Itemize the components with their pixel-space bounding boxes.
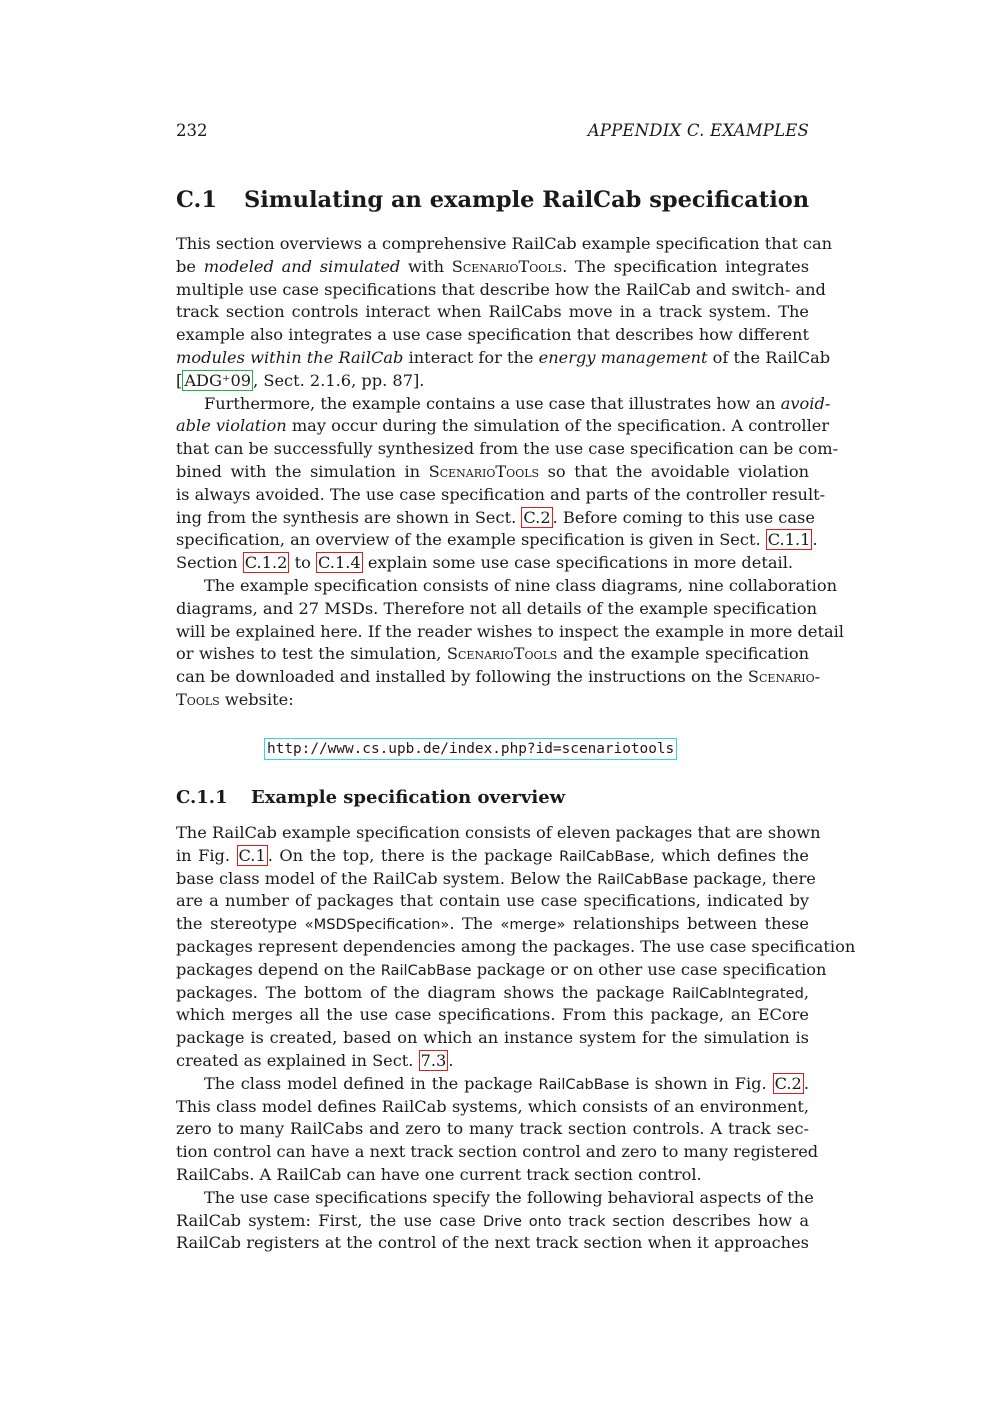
text-line: is always avoided. The use case specification and parts of the controller result- [176, 484, 826, 504]
model-element: RailCabBase [597, 870, 689, 888]
chapter-heading: APPENDIX C. EXAMPLES [587, 121, 809, 140]
section-ref-link[interactable]: C.1.4 [317, 553, 361, 573]
text-line: This class model defines RailCab systems, which consists of an environment, [176, 1096, 809, 1116]
subsection-number: C.1.1 [176, 787, 228, 808]
page-number: 232 [176, 121, 208, 140]
text-line: the stereotype «MSDSpecification». The «merge» relationships between these [176, 914, 809, 934]
text-line: Furthermore, the example contains a use case that illustrates how an avoid- [204, 393, 831, 413]
section-ref-link[interactable]: 7.3 [420, 1050, 447, 1070]
text-line: The example specification consists of nine class diagrams, nine collaboration [204, 575, 838, 595]
emphasis: energy management [538, 347, 708, 367]
text-line: diagrams, and 27 MSDs. Therefore not all details of the example specification [176, 598, 818, 618]
text-line: base class model of the RailCab system. Below the RailCabBase package, there [176, 868, 816, 888]
section-body [176, 233, 844, 712]
scenariotools-url-link[interactable]: http://www.cs.upb.de/index.php?id=scenariotools [264, 738, 677, 760]
text-line: RailCab system: First, the use case Drive onto track section describes how a [176, 1210, 810, 1230]
text-line: This section overviews a comprehensive RailCab example specification that can [176, 234, 833, 253]
text-line: packages. The bottom of the diagram shows the package RailCabIntegrated, [176, 982, 809, 1002]
text-line: which merges all the use case specifications. From this package, an ECore [176, 1005, 809, 1025]
section-ref-link[interactable]: C.1.1 [767, 530, 811, 550]
text-line: The class model defined in the package RailCabBase is shown in Fig. C.2 . [204, 1073, 809, 1093]
text-line: be modeled and simulated with ScenarioTools. The specification integrates [176, 256, 810, 276]
text-line: RailCab registers at the control of the next track section when it approaches [176, 1233, 809, 1253]
text-line: Section C.1.2 to C.1.4 explain some use case specifications in more detail. [176, 553, 794, 573]
text-line: in Fig. C.1 . On the top, there is the package RailCabBase, which defines the [176, 845, 810, 865]
model-element: «MSDSpecification» [304, 916, 450, 934]
text-line: or wishes to test the simulation, ScenarioTools and the example specification [176, 644, 809, 664]
text-line: Tools website: [176, 689, 294, 709]
subsection-title: Example specification overview [251, 787, 566, 808]
emphasis: modules within the RailCab [176, 347, 404, 367]
model-element: RailCabBase [538, 1075, 630, 1093]
tool-name: ScenarioTools [451, 256, 563, 276]
figure-ref-link[interactable]: C.2 [774, 1073, 802, 1093]
tool-name: ScenarioTools [428, 461, 540, 481]
model-element: «merge» [500, 916, 566, 934]
emphasis: modeled and simulated [203, 256, 401, 276]
section-heading [176, 183, 809, 217]
text-line: will be explained here. If the reader wishes to inspect the example in more detail [176, 621, 844, 641]
text-line: ing from the synthesis are shown in Sect. C.2 . Before coming to this use case [176, 507, 815, 527]
model-element: Drive onto track section [483, 1212, 665, 1230]
text-line: tion control can have a next track section control and zero to many registered [176, 1142, 819, 1162]
text-line: that can be successfully synthesized from the use case specification can be com- [176, 439, 839, 459]
model-element: RailCabBase [380, 961, 472, 979]
emphasis: avoid- [780, 393, 831, 413]
tool-name: ScenarioTools [446, 644, 558, 664]
running-head [176, 121, 809, 143]
text-line: RailCabs. A RailCab can have one current track section control. [176, 1164, 702, 1184]
text-line: zero to many RailCabs and zero to many track section controls. A track sec- [176, 1119, 809, 1139]
citation-link[interactable]: ADG⁺09 [184, 370, 252, 390]
text-line: created as explained in Sect. 7.3 . [176, 1050, 454, 1070]
model-element: RailCabIntegrated [672, 984, 804, 1002]
text-line: packages represent dependencies among the packages. The use case specification [176, 936, 856, 956]
tool-name: Tools [176, 689, 220, 709]
section-number: C.1 [176, 187, 218, 213]
text-line: The RailCab example specification consists of eleven packages that are shown [176, 823, 821, 842]
figure-ref-link[interactable]: C.1 [238, 845, 266, 865]
section-ref-link[interactable]: C.1.2 [244, 553, 288, 573]
text-line: multiple use case specifications that describe how the RailCab and switch- and [176, 279, 826, 299]
text-line: specification, an overview of the example specification is given in Sect. C.1.1 . [176, 530, 818, 550]
emphasis: able violation [176, 416, 287, 436]
section-title: Simulating an example RailCab specification [244, 187, 810, 213]
subsection-body [176, 822, 856, 1255]
text-line: able violation may occur during the simulation of the specification. A controller [176, 416, 830, 436]
model-element: RailCabBase [559, 847, 650, 865]
text-line: package is created, based on which an instance system for the simulation is [176, 1028, 809, 1048]
section-ref-link[interactable]: C.2 [523, 507, 551, 527]
tool-name: Scenario- [747, 667, 821, 687]
text-line: [ ADG⁺09 , Sect. 2.1.6, pp. 87]. [176, 370, 425, 390]
text-line: The use case specifications specify the following behavioral aspects of the [204, 1187, 814, 1207]
text-line: are a number of packages that contain use case specifications, indicated by [176, 891, 809, 911]
text-line: bined with the simulation in ScenarioTools so that the avoidable violation [176, 461, 810, 481]
subsection-heading [176, 782, 565, 814]
text-line: example also integrates a use case specification that describes how different [176, 325, 809, 345]
text-line: track section controls interact when RailCabs move in a track system. The [176, 302, 809, 322]
text-line: packages depend on the RailCabBase package or on other use case specification [176, 959, 827, 979]
text-line: modules within the RailCab interact for the energy management of the RailCab [176, 347, 831, 367]
text-line: can be downloaded and installed by following the instructions on the Scenario- [176, 667, 821, 687]
